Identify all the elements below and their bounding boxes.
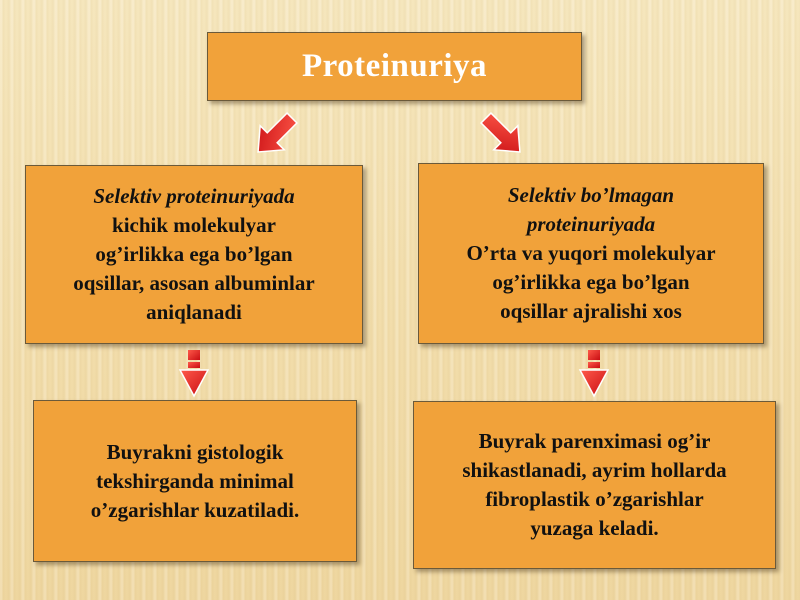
arrow-left-down <box>180 350 208 396</box>
selective-result-line: Buyrakni gistologik <box>106 439 284 464</box>
nonselective-result-line: shikastlanadi, ayrim hollarda <box>462 458 727 482</box>
selective-line: oqsillar, asosan albuminlar <box>73 271 315 295</box>
nonselective-line: O’rta va yuqori molekulyar <box>466 241 716 265</box>
nonselective-result-box <box>413 401 776 569</box>
nonselective-proteinuria-box <box>418 163 764 344</box>
nonselective-line: og’irlikka ega bo’lgan <box>492 270 690 294</box>
title-box <box>207 32 582 101</box>
selective-heading: Selektiv proteinuriyada <box>93 184 295 208</box>
selective-line: aniqlanadi <box>146 300 242 324</box>
selective-result-line: o’zgarishlar kuzatiladi. <box>90 497 300 522</box>
selective-line: og’irlikka ega bo’lgan <box>95 242 293 266</box>
nonselective-result-line: Buyrak parenximasi og’ir <box>478 429 711 453</box>
page-title: Proteinuriya <box>301 48 488 84</box>
selective-line: kichik molekulyar <box>112 213 276 237</box>
arrow-right-down <box>580 350 608 396</box>
arrow-title-to-right <box>474 106 532 164</box>
nonselective-heading: Selektiv bo’lmagan <box>507 183 675 207</box>
nonselective-result-line: fibroplastik o’zgarishlar <box>485 487 704 511</box>
selective-result-line: tekshirganda minimal <box>96 468 294 493</box>
selective-result-box <box>33 400 357 562</box>
selective-proteinuria-box <box>25 165 363 344</box>
nonselective-heading: proteinuriyada <box>526 212 656 236</box>
nonselective-line: oqsillar ajralishi xos <box>500 299 682 323</box>
nonselective-result-line: yuzaga keladi. <box>530 516 659 540</box>
arrow-title-to-left <box>246 106 304 164</box>
